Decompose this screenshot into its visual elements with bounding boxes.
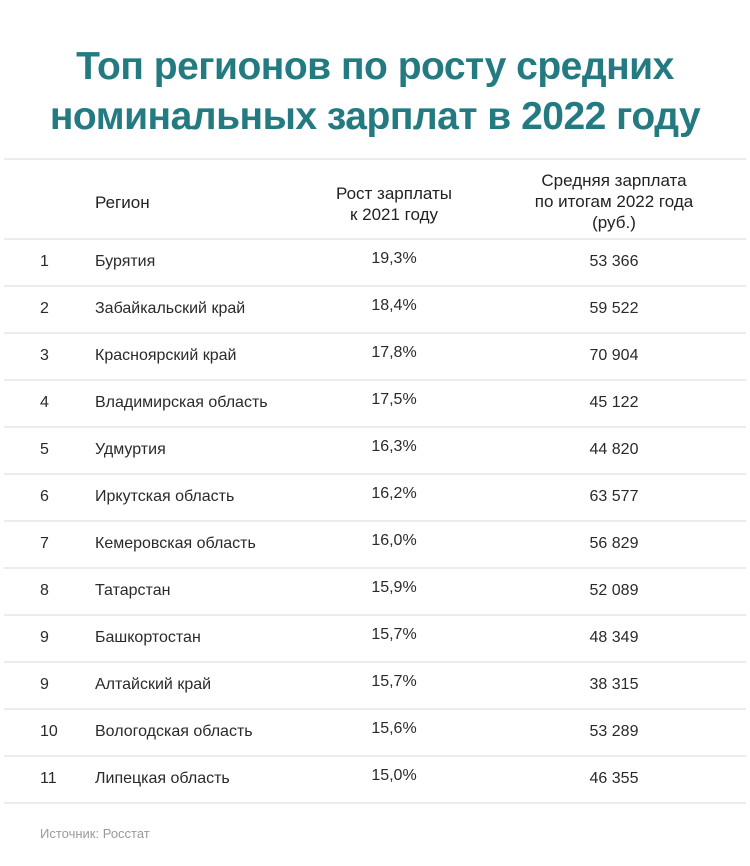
region-name: Алтайский край (95, 676, 212, 693)
salary-value: 48 349 (589, 629, 639, 646)
region-name: Бурятия (95, 253, 156, 270)
table-row (4, 522, 746, 567)
salary-value: 46 355 (589, 770, 639, 787)
source-note: Источник: Росстат (40, 826, 150, 841)
table-row (4, 757, 746, 802)
salary-value: 56 829 (589, 535, 639, 552)
divider (4, 802, 746, 804)
salary-table (4, 158, 746, 804)
region-name: Забайкальский край (95, 300, 246, 317)
rank: 4 (40, 394, 49, 411)
growth-value: 16,2% (371, 485, 417, 502)
growth-value: 18,4% (371, 297, 417, 314)
region-name: Владимирская область (95, 394, 268, 411)
table-row (4, 475, 746, 520)
growth-value: 16,3% (371, 438, 417, 455)
rank: 5 (40, 441, 49, 458)
table-row (4, 287, 746, 332)
growth-value: 15,6% (371, 720, 417, 737)
region-name: Липецкая область (95, 770, 230, 787)
growth-value: 15,0% (371, 767, 417, 784)
region-name: Удмуртия (95, 441, 166, 458)
region-name: Иркутская область (95, 488, 235, 505)
salary-value: 45 122 (589, 394, 639, 411)
growth-value: 15,7% (371, 626, 417, 643)
rank: 11 (40, 770, 57, 787)
header-salary: Средняя зарплата по итогам 2022 года (руб.) (534, 171, 694, 232)
region-name: Татарстан (95, 582, 171, 599)
table-row (4, 569, 746, 614)
region-name: Кемеровская область (95, 535, 256, 552)
salary-value: 70 904 (589, 347, 639, 364)
salary-value: 52 089 (589, 582, 639, 599)
table-row (4, 428, 746, 473)
salary-value: 53 289 (589, 723, 639, 740)
title-line-2: номинальных зарплат в 2022 году (49, 95, 701, 138)
salary-value: 38 315 (589, 676, 639, 693)
header-region: Регион (95, 193, 150, 212)
region-name: Вологодская область (95, 723, 253, 740)
salary-value: 59 522 (589, 300, 639, 317)
growth-value: 19,3% (371, 250, 417, 267)
page-title (0, 42, 750, 142)
rank: 6 (40, 488, 49, 505)
growth-value: 17,5% (371, 391, 417, 408)
rank: 1 (40, 253, 49, 270)
region-name: Башкортостан (95, 629, 201, 646)
table-header (4, 160, 746, 238)
growth-value: 17,8% (371, 344, 417, 361)
rank: 9 (40, 676, 49, 693)
title-line-1: Топ регионов по росту средних (76, 45, 674, 88)
growth-value: 15,9% (371, 579, 417, 596)
rank: 10 (40, 723, 58, 740)
table-row (4, 663, 746, 708)
growth-value: 16,0% (371, 532, 417, 549)
table-row (4, 710, 746, 755)
salary-value: 63 577 (589, 488, 639, 505)
table-row (4, 240, 746, 285)
salary-value: 44 820 (589, 441, 639, 458)
rank: 9 (40, 629, 49, 646)
table-row (4, 334, 746, 379)
rank: 3 (40, 347, 49, 364)
growth-value: 15,7% (371, 673, 417, 690)
table-row (4, 381, 746, 426)
salary-value: 53 366 (589, 253, 639, 270)
header-growth: Рост зарплаты к 2021 году (336, 184, 452, 224)
rank: 2 (40, 300, 49, 317)
rank: 8 (40, 582, 49, 599)
region-name: Красноярский край (95, 347, 237, 364)
table-row (4, 616, 746, 661)
rank: 7 (40, 535, 49, 552)
